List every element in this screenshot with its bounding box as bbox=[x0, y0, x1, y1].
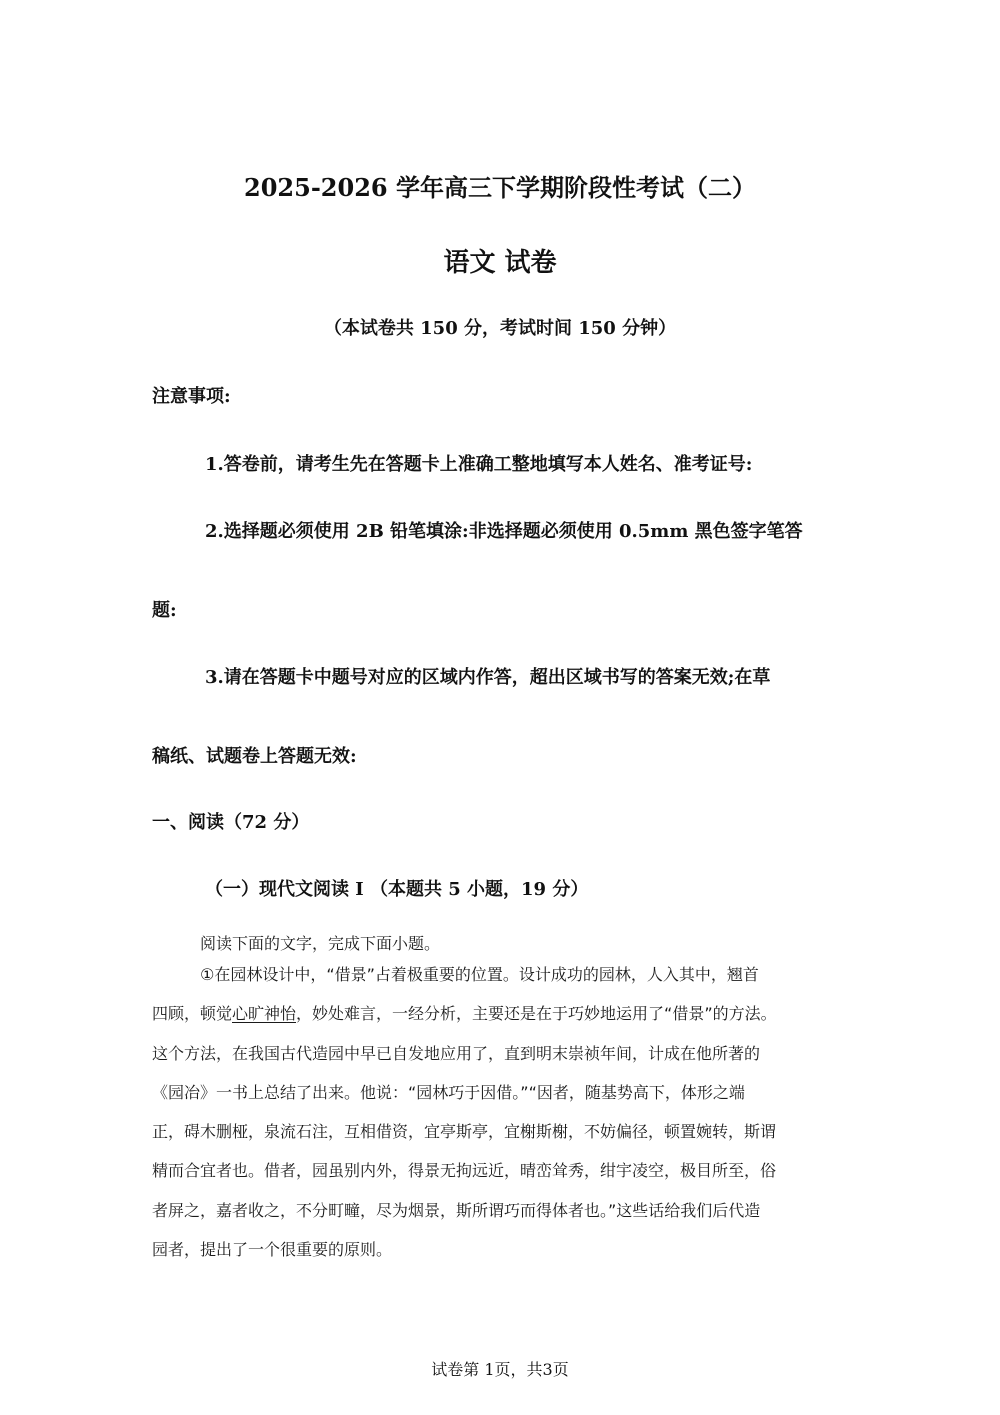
subsection-heading-modern-text: （一）现代文阅读 I （本题共 5 小题，19 分） bbox=[205, 879, 589, 900]
notice-item-3-line-1: 3.请在答题卡中题号对应的区域内作答，超出区域书写的答案无效;在草 bbox=[205, 667, 771, 688]
passage-line-4: 《园冶》一书上总结了出来。他说：“园林巧于因借。”“因者，随基势高下，体形之端 bbox=[152, 1083, 745, 1102]
reading-instruction: 阅读下面的文字，完成下面小题。 bbox=[200, 934, 441, 953]
passage-line-1: ①在园林设计中，“借景”占着极重要的位置。设计成功的园林，人入其中，翘首 bbox=[200, 965, 759, 984]
page-footer: 试卷第 1页，共3页 bbox=[431, 1360, 569, 1379]
passage-line-3: 这个方法，在我国古代造园中早已自发地应用了，直到明末崇祯年间，计成在他所著的 bbox=[152, 1044, 761, 1063]
passage-line-2-post: ，妙处难言，一经分析，主要还是在于巧妙地运用了“借景”的方法。 bbox=[296, 1004, 777, 1023]
passage-line-2-pre: 四顾，顿觉 bbox=[152, 1004, 233, 1023]
section-heading-reading: 一、阅读（72 分） bbox=[152, 812, 310, 833]
passage-line-5: 正，碍木删桠，泉流石注，互相借资，宜亭斯亭，宜榭斯榭，不妨偏径，顿置婉转，斯谓 bbox=[152, 1122, 777, 1141]
passage-line-7: 者屏之，嘉者收之，不分町疃，尽为烟景，斯所谓巧而得体者也。”这些话给我们后代造 bbox=[152, 1201, 761, 1220]
notice-item-2-line-1: 2.选择题必须使用 2B 铅笔填涂:非选择题必须使用 0.5mm 黑色签字笔答 bbox=[205, 521, 803, 542]
passage-line-2 bbox=[152, 1001, 777, 1024]
passage-line-6: 精而合宜者也。借者，园虽别内外，得景无拘远近，晴峦耸秀，绀宇凌空，极目所至，俗 bbox=[152, 1161, 777, 1180]
exam-score-time-note: （本试卷共 150 分，考试时间 150 分钟） bbox=[323, 318, 677, 339]
notice-heading: 注意事项: bbox=[152, 386, 231, 407]
exam-title: 2025-2026 学年高三下学期阶段性考试（二） bbox=[244, 173, 756, 202]
notice-item-1: 1.答卷前，请考生先在答题卡上准确工整地填写本人姓名、准考证号: bbox=[205, 454, 753, 475]
notice-item-2-line-2: 题: bbox=[152, 600, 177, 621]
passage-line-8: 园者，提出了一个很重要的原则。 bbox=[152, 1240, 393, 1259]
underlined-phrase: 心旷神怡 bbox=[232, 1004, 297, 1023]
exam-subtitle: 语文 试卷 bbox=[443, 248, 557, 278]
notice-item-3-line-2: 稿纸、试题卷上答题无效: bbox=[152, 746, 357, 767]
